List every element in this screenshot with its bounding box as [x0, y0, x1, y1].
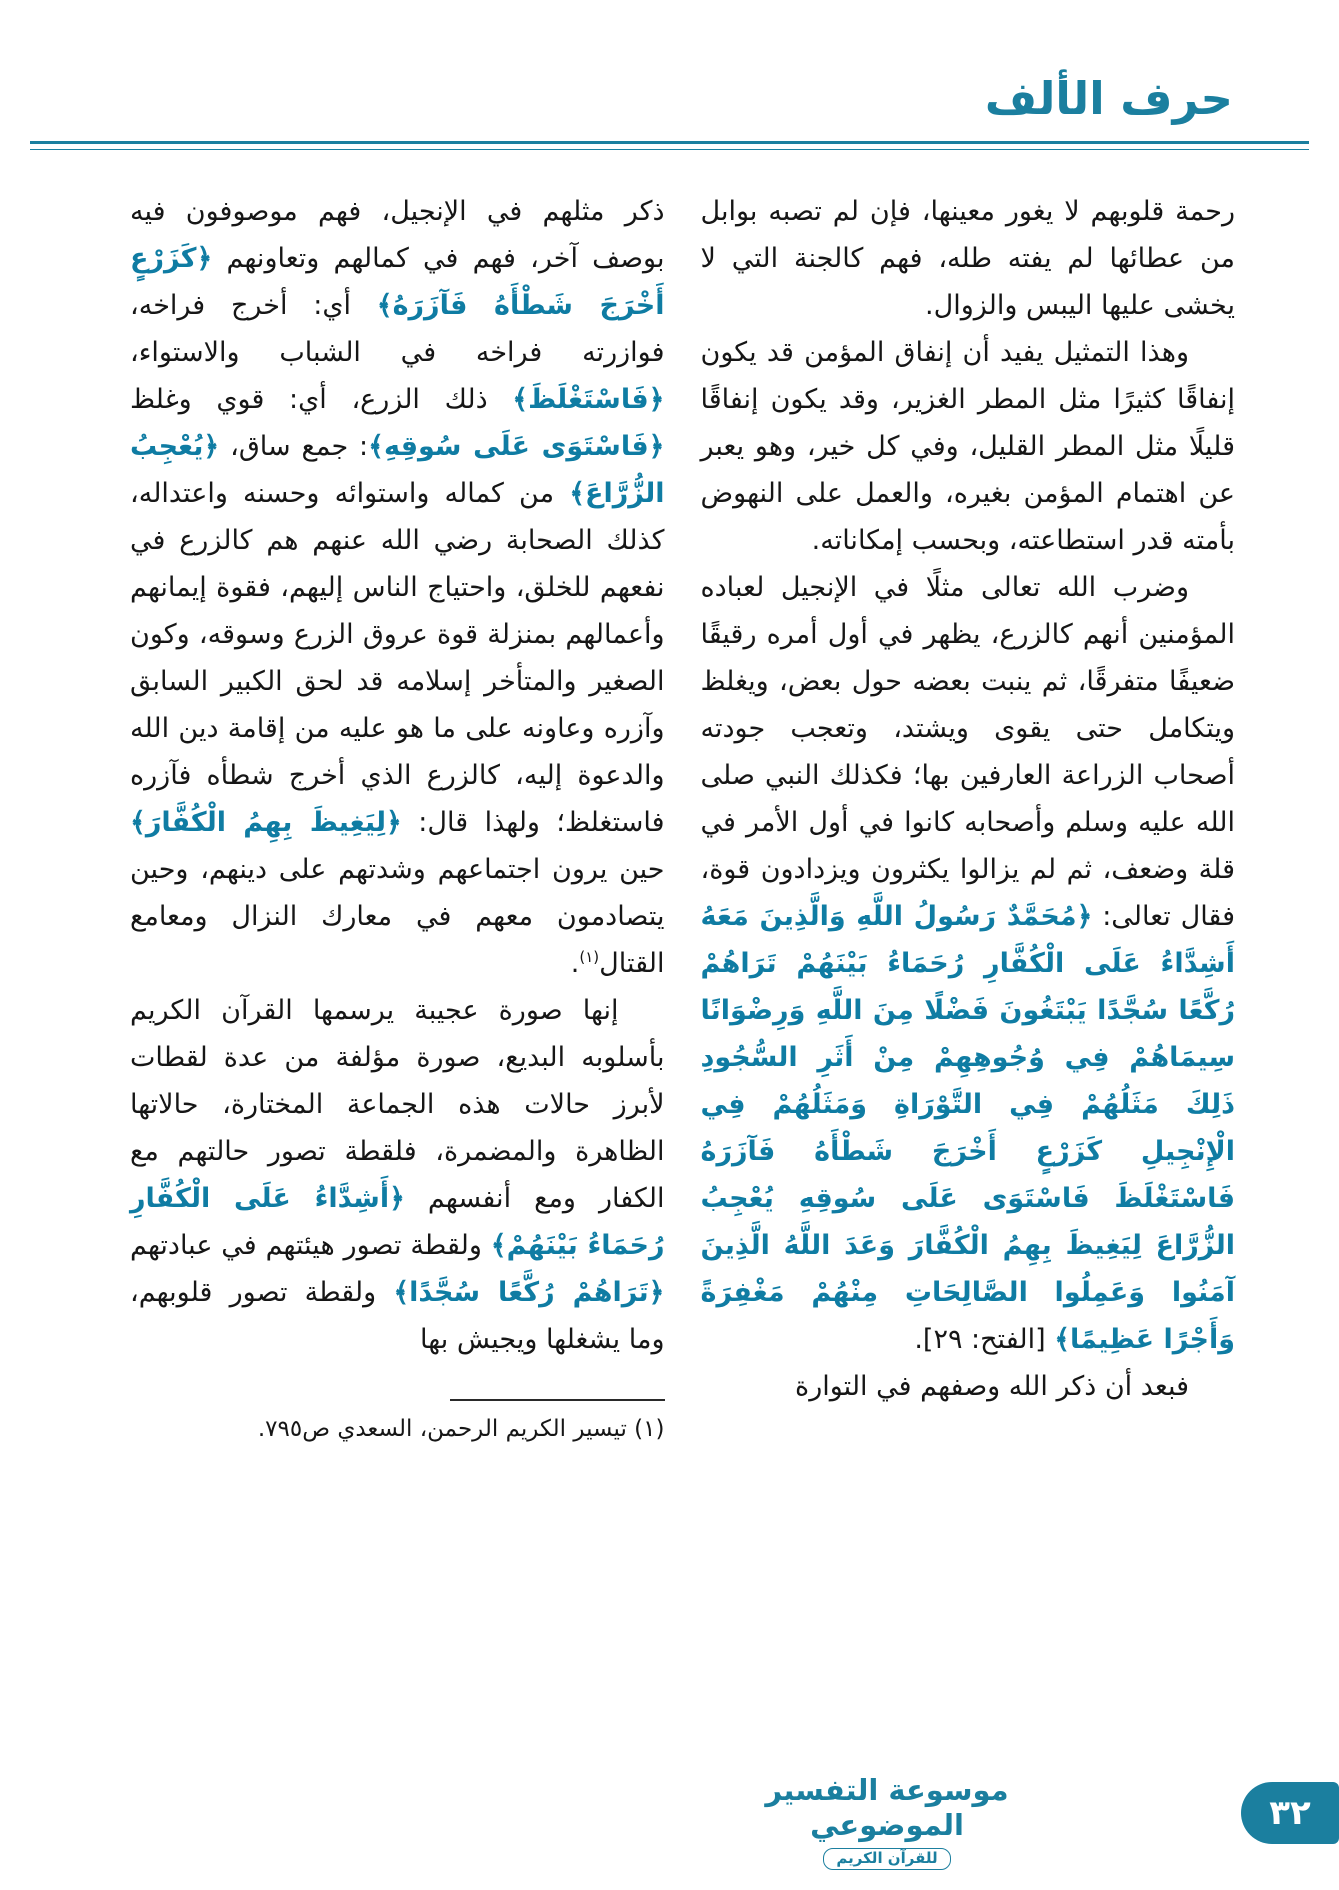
text-run: وضرب الله تعالى مثلًا في الإنجيل لعباده المؤمنين أنهم كالزرع، يظهر في أول أمره رقيقًا ضعيفًا متفرقًا، ثم ينبت بعضه حول بعض، ويغلظ ويتكامل حتى يقوى ويشتد، وتعجب جودته أصحاب الزراعة العارفين بها؛ فكذلك النبي صلى الله عليه وسلم وأصحابه كانوا في أول الأمر في قلة وضعف، ثم لم يزالوا يكثرون ويزدادون قوة، فقال تعالى: — [700, 572, 1235, 932]
text-columns — [130, 188, 1235, 1447]
page-header — [0, 0, 1339, 150]
page-number-badge — [1241, 1782, 1339, 1844]
text-run: . — [570, 948, 580, 979]
quran-verse: ﴿أَشِدَّاءُ عَلَى الْكُفَّارِ رُحَمَاءُ بَيْنَهُمْ﴾ — [130, 1183, 665, 1261]
page-number: ٣٢ — [1269, 1793, 1311, 1833]
right-column — [701, 188, 1236, 1410]
quran-verse: ﴿فَاسْتَغْلَظَ﴾ — [512, 384, 665, 415]
paragraph — [130, 188, 665, 987]
quran-verse: ﴿مُحَمَّدٌ رَسُولُ اللَّهِ وَالَّذِينَ مَعَهُ أَشِدَّاءُ عَلَى الْكُفَّارِ رُحَمَاءُ بَيْنَهُمْ تَرَاهُمْ رُكَّعًا سُجَّدًا يَبْتَغُونَ فَضْلًا مِنَ اللَّهِ وَرِضْوَانًا سِيمَاهُمْ فِي وُجُوهِهِمْ مِنْ أَثَرِ السُّجُودِ ذَلِكَ مَثَلُهُمْ فِي التَّوْرَاةِ وَمَثَلُهُمْ فِي الْإِنْجِيلِ كَزَرْعٍ أَخْرَجَ شَطْأَهُ فَآزَرَهُ فَاسْتَغْلَظَ فَاسْتَوَى عَلَى سُوقِهِ يُعْجِبُ الزُّرَّاعَ لِيَغِيظَ بِهِمُ الْكُفَّارَ وَعَدَ اللَّهُ الَّذِينَ آمَنُوا وَعَمِلُوا الصَّالِحَاتِ مِنْهُمْ مَغْفِرَةً وَأَجْرًا عَظِيمًا﴾ — [700, 901, 1235, 1355]
text-run: ولقطة تصور هيئتهم في عبادتهم — [130, 1230, 491, 1261]
paragraph — [701, 329, 1236, 564]
quran-verse: ﴿تَرَاهُمْ رُكَّعًا سُجَّدًا﴾ — [393, 1277, 665, 1308]
quran-verse: ﴿فَاسْتَوَى عَلَى سُوقِهِ﴾ — [368, 431, 665, 462]
text-run: [الفتح: ٢٩]. — [914, 1324, 1055, 1355]
text-run: من كماله واستوائه وحسنه واعتداله، كذلك الصحابة رضي الله عنهم هم كالزرع في نفعهم للخلق، واحتياج الناس إليهم، فقوة إيمانهم وأعمالهم بمنزلة قوة عروق الزرع وسوقه، وكون الصغير والمتأخر إسلامه قد لحق الكبير السابق وآزره وعاونه على ما هو عليه من إقامة دين الله والدعوة إليه، كالزرع الذي أخرج شطأه فآزره فاستغلظ؛ ولهذا قال: — [130, 478, 665, 838]
text-run: وهذا التمثيل يفيد أن إنفاق المؤمن قد يكون إنفاقًا كثيرًا مثل المطر الغزير، وقد يكون إنفاقًا قليلًا مثل المطر القليل، وفي كل خير، وهو يعبر عن اهتمام المؤمن بغيره، والعمل على النهوض بأمته قدر استطاعته، وبحسب إمكاناته. — [700, 337, 1235, 556]
paragraph — [701, 1363, 1236, 1410]
quran-verse: ﴿لِيَغِيظَ بِهِمُ الْكُفَّارَ﴾ — [130, 807, 402, 838]
paragraph — [130, 987, 665, 1363]
text-run: رحمة قلوبهم لا يغور معينها، فإن لم تصبه بوابل من عطائها لم يفته طله، فهم كالجنة التي لا يخشى عليها اليبس والزوال. — [700, 196, 1235, 321]
footnote-divider — [450, 1399, 665, 1401]
text-run: حين يرون اجتماعهم وشدتهم على دينهم، وحين يتصادمون معهم في معارك النزال ومعامع القتال — [130, 854, 665, 979]
left-column-paragraphs — [130, 188, 665, 1363]
publisher-logo-title: موسوعة التفسير الموضوعي — [765, 1773, 1009, 1842]
text-run: ذلك الزرع، أي: قوي وغلظ — [130, 384, 513, 415]
quran-verse: ﴿كَزَرْعٍ أَخْرَجَ شَطْأَهُ فَآزَرَهُ﴾ — [130, 243, 665, 321]
footnote-reference: (١) — [579, 948, 600, 966]
publisher-logo-subtitle: للقرآن الكريم — [823, 1848, 950, 1870]
chapter-title: حرف الألف — [984, 72, 1233, 125]
text-run: ولقطة تصور قلوبهم، وما يشغلها ويجيش بها — [130, 1277, 665, 1355]
text-run: أي: أخرج فراخه، فوازرته فراخه في الشباب والاستواء، — [130, 290, 665, 368]
paragraph — [701, 564, 1236, 1363]
header-rule — [30, 141, 1309, 150]
right-column-paragraphs — [701, 188, 1236, 1410]
text-run: : جمع ساق، — [219, 431, 369, 462]
publisher-logo — [761, 1773, 1013, 1870]
text-run: إنها صورة عجيبة يرسمها القرآن الكريم بأسلوبه البديع، صورة مؤلفة من عدة لقطات لأبرز حالات هذه الجماعة المختارة، حالاتها الظاهرة والمضمرة، فلقطة تصور حالتهم مع الكفار ومع أنفسهم — [130, 995, 665, 1214]
quran-verse: ﴿يُعْجِبُ الزُّرَّاعَ﴾ — [130, 431, 665, 509]
left-column — [130, 188, 665, 1447]
paragraph — [701, 188, 1236, 329]
footnote — [130, 1399, 665, 1447]
text-run: فبعد أن ذكر الله وصفهم في التوارة — [795, 1371, 1189, 1402]
text-run: ذكر مثلهم في الإنجيل، فهم موصوفون فيه بوصف آخر، فهم في كمالهم وتعاونهم — [130, 196, 665, 274]
footnote-text: (١) تيسير الكريم الرحمن، السعدي ص٧٩٥. — [257, 1416, 665, 1442]
